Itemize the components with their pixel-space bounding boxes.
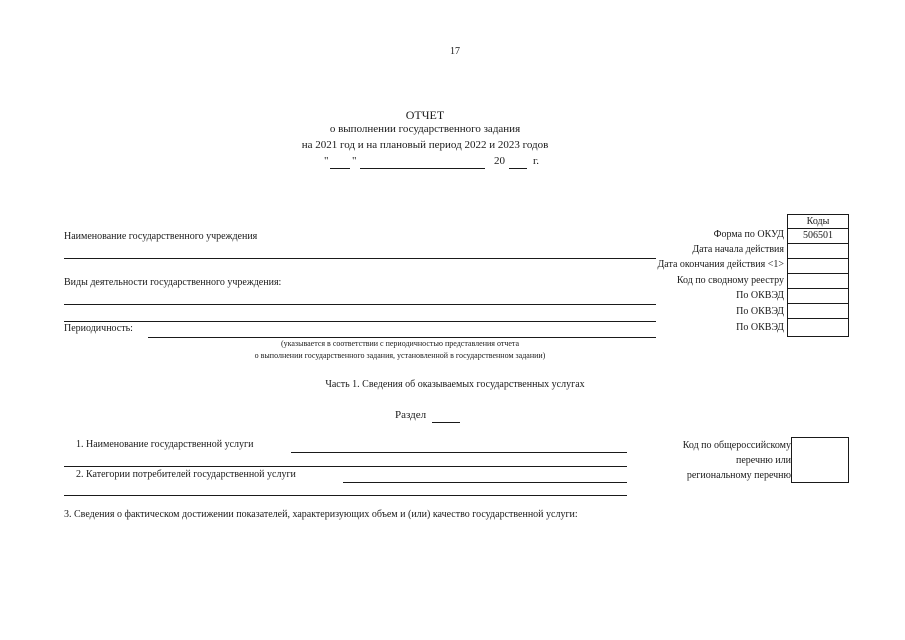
codes-header: Коды [787,214,849,229]
periodicity-note-line2: о выполнении государственного задания, установленной в государственном задании) [254,351,546,360]
consumer-category-label: 2. Категории потребителей государственной услуги [76,469,296,480]
indicators-heading: 3. Сведения о фактическом достижении показателей, характеризующих объем и (или) качество государственной услуги: [64,509,578,520]
code-value-okved-1[interactable] [787,289,849,304]
section-label: Раздел [395,409,427,421]
code-value-registry[interactable] [787,274,849,289]
code-label-okved-1: По ОКВЭД [736,290,784,301]
date-day-field[interactable] [330,168,350,169]
date-quote-close: " [352,155,357,167]
report-subtitle-line1: о выполнении государственного задания [329,123,521,135]
date-quote-open: " [324,155,329,167]
institution-field[interactable] [64,258,656,259]
part-title: Часть 1. Сведения об оказываемых государственных услугах [325,379,585,390]
date-year-prefix: 20 [494,155,505,167]
code-label-start-date: Дата начала действия [692,244,784,255]
institution-label: Наименование государственного учреждения [64,231,258,242]
service-name-field[interactable] [291,452,627,453]
date-month-field[interactable] [360,168,485,169]
consumer-category-field[interactable] [343,482,627,483]
code-label-end-date: Дата окончания действия <1> [657,259,784,270]
date-year-field[interactable] [509,168,527,169]
code-value-okud: 506501 [787,229,849,244]
activities-field-1[interactable] [64,304,656,305]
code-value-okved-3[interactable] [787,319,849,337]
periodicity-field[interactable] [148,337,656,338]
code-label-okved-3: По ОКВЭД [736,322,784,333]
activities-field-2[interactable] [64,321,656,322]
registry-code-label-1: Код по общероссийскому [682,440,791,451]
consumer-category-field-2[interactable] [64,495,627,496]
code-label-okved-2: По ОКВЭД [736,306,784,317]
code-label-okud: Форма по ОКУД [713,229,784,240]
activities-label: Виды деятельности государственного учреждения: [64,277,282,288]
code-value-okved-2[interactable] [787,304,849,319]
date-year-suffix: г. [533,155,540,167]
section-number-field[interactable] [432,422,460,423]
service-name-label: 1. Наименование государственной услуги [76,439,254,450]
code-value-end-date[interactable] [787,259,849,274]
registry-code-label-2: перечню или [735,455,791,466]
report-title: ОТЧЕТ [405,108,445,122]
periodicity-label: Периодичность: [64,323,133,334]
report-subtitle-line2: на 2021 год и на плановый период 2022 и 2023 годов [301,139,549,151]
registry-code-label-3: региональному перечню [686,470,791,481]
page-number: 17 [450,46,460,57]
periodicity-note-line1: (указывается в соответствии с периодичностью представления отчета [280,339,520,348]
registry-code-box[interactable] [791,437,849,483]
service-name-field-2[interactable] [64,466,627,467]
code-label-registry: Код по сводному реестру [676,275,784,286]
code-value-start-date[interactable] [787,244,849,259]
